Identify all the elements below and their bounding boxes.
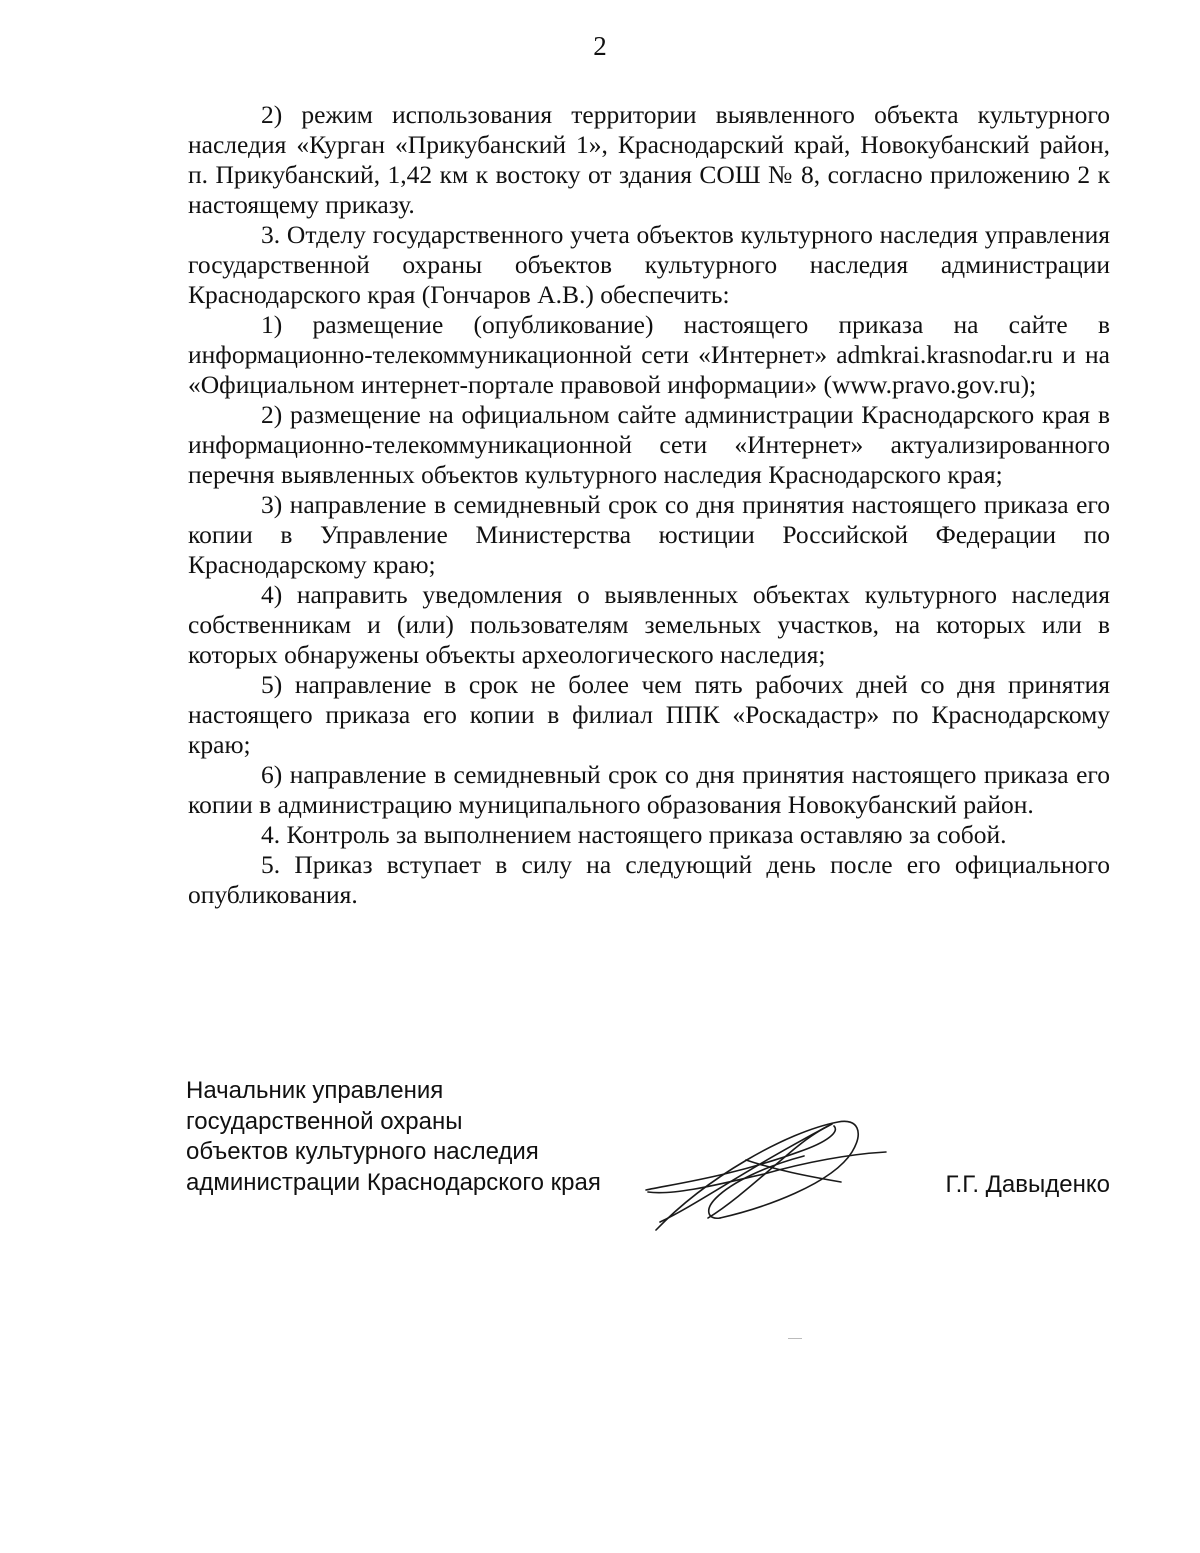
paragraph-copy-to-municipality: 6) направление в семидневный срок со дня принятия настоящего приказа его копии в администрацию муниципального образования Новокубанский район.	[188, 760, 1110, 819]
paragraph-updated-list-posting: 2) размещение на официальном сайте администрации Краснодарского края в информационно-телекоммуникационной сети «Интернет» актуализированного перечня выявленных объектов культурного наследия Краснодарского края;	[188, 400, 1110, 489]
paragraph-owner-notifications: 4) направить уведомления о выявленных объектах культурного наследия собственникам и (или) пользователям земельных участков, на которых или в которых обнаружены объекты археологического наследия;	[188, 580, 1110, 669]
paragraph-copy-to-justice-ministry: 3) направление в семидневный срок со дня принятия настоящего приказа его копии в Управление Министерства юстиции Российской Федерации по Краснодарскому краю;	[188, 490, 1110, 579]
signatory-position-line: администрации Краснодарского края	[186, 1168, 601, 1196]
signatory-position-line: Начальник управления	[186, 1077, 444, 1104]
signature-stroke	[648, 1152, 886, 1193]
handwritten-signature	[636, 1090, 896, 1240]
paragraph-effective-date: 5. Приказ вступает в силу на следующий день после его официального опубликования.	[188, 850, 1110, 909]
paragraph-publication-on-sites: 1) размещение (опубликование) настоящего приказа на сайте в информационно-телекоммуникационной сети «Интернет» admkrai.krasnodar.ru и на «Официальном интернет-портале правовой информации» (www.pravo.gov.ru);	[188, 310, 1110, 399]
paragraph-territory-use-regime: 2) режим использования территории выявленного объекта культурного наследия «Курган «Прикубанский 1», Краснодарский край, Новокубанский район, п. Прикубанский, 1,42 км к востоку от здания СОШ № 8, согласно приложению 2 к настоящему приказу.	[188, 100, 1110, 219]
signatory-position-line: объектов культурного наследия	[186, 1138, 539, 1165]
document-body	[188, 100, 1110, 910]
paragraph-state-registry-department: 3. Отделу государственного учета объектов культурного наследия управления государственной охраны объектов культурного наследия администрации Краснодарского края (Гончаров А.В.) обеспечить:	[188, 220, 1110, 309]
paragraph-copy-to-roskadastr: 5) направление в срок не более чем пять рабочих дней со дня принятия настоящего приказа его копии в филиал ППК «Роскадастр» по Краснодарскому краю;	[188, 670, 1110, 759]
paragraph-control-clause: 4. Контроль за выполнением настоящего приказа оставляю за собой.	[261, 820, 1007, 849]
page-number: 2	[593, 31, 607, 61]
scan-artifact	[788, 1338, 802, 1339]
signatory-position-line: государственной охраны	[186, 1107, 463, 1135]
signatory-name: Г.Г. Давыденко	[945, 1171, 1110, 1198]
